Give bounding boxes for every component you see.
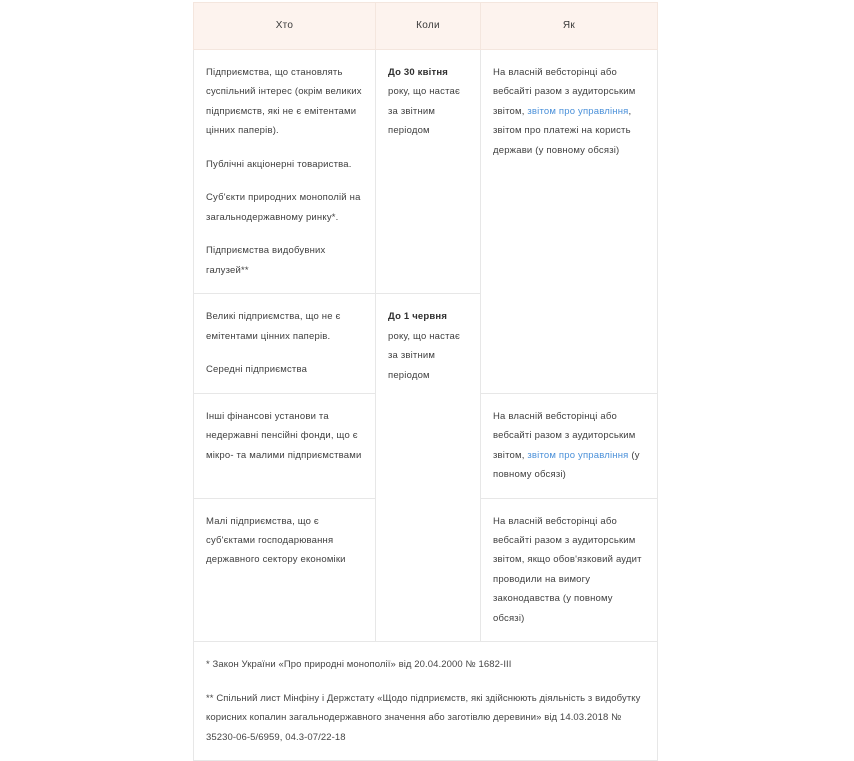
who-paragraph: Великі підприємства, що не є емітентами цінних паперів. bbox=[206, 311, 341, 342]
deadline-suffix: року, що настає за звітним періодом bbox=[388, 86, 461, 137]
cell-how-row1 bbox=[481, 50, 658, 394]
how-text: На власній вебсторінці або вебсайті разом з аудиторським звітом, якщо обов'язковий аудит проводили на вимогу законодавства (у повному обсязі) bbox=[493, 515, 642, 624]
who-paragraph: Підприємства видобувних галузей** bbox=[206, 245, 326, 276]
deadline-suffix: року, що настає за звітним періодом bbox=[388, 330, 461, 381]
management-report-link[interactable]: звітом про управління bbox=[527, 105, 629, 117]
management-report-link[interactable]: звітом про управління bbox=[527, 449, 629, 461]
column-header-when: Коли bbox=[376, 3, 481, 50]
cell-who-row3 bbox=[194, 393, 376, 498]
who-paragraph: Інші фінансові установи та недержавні пенсійні фонди, що є мікро- та малими підприємствами bbox=[206, 410, 362, 461]
deadline-text bbox=[388, 307, 467, 385]
how-suffix: , звітом про платежі на користь держави (у повному обсязі) bbox=[493, 105, 632, 156]
how-suffix: (у повному обсязі) bbox=[493, 449, 640, 481]
who-paragraph: Малі підприємства, що є суб'єктами господарювання державного сектору економіки bbox=[206, 515, 346, 566]
table-header-row bbox=[194, 3, 658, 50]
deadline-date: До 1 червня bbox=[388, 311, 448, 323]
table-header bbox=[194, 3, 658, 50]
who-paragraph: Публічні акціонерні товариства. bbox=[206, 158, 352, 170]
cell-who-row1 bbox=[194, 50, 376, 294]
cell-how-row3 bbox=[481, 393, 658, 498]
how-prefix: На власній вебсторінці або вебсайті разом з аудиторським звітом, bbox=[493, 410, 636, 461]
cell-who-row2 bbox=[194, 294, 376, 393]
who-paragraph: Середні підприємства bbox=[206, 364, 308, 376]
how-text bbox=[493, 407, 644, 485]
footnote-extractive-industries: ** Спільний лист Мінфіну і Держстату «Щодо підприємств, які здійснюють діяльність з видобутку корисних копалин загальнодержавного значення або заготівлю деревини» від 14.03.2018 № 35230-06-5/6959, 04.3-07/22-18 bbox=[206, 692, 641, 743]
who-paragraph: Суб'єкти природних монополій на загальнодержавному ринку*. bbox=[206, 192, 361, 223]
who-paragraph: Підприємства, що становлять суспільний інтерес (окрім великих підприємств, які не є емітентами цінних паперів). bbox=[206, 67, 362, 137]
deadline-date: До 30 квітня bbox=[388, 67, 448, 78]
footnote-natural-monopoly: * Закон України «Про природні монополії» від 20.04.2000 № 1682-III bbox=[206, 659, 512, 671]
how-prefix: На власній вебсторінці або вебсайті разом з аудиторським звітом, bbox=[493, 67, 636, 117]
how-text bbox=[493, 63, 644, 160]
reporting-requirements-table-container bbox=[193, 2, 657, 761]
deadline-text bbox=[388, 63, 467, 141]
table-row bbox=[194, 50, 658, 294]
table-body bbox=[194, 50, 658, 761]
footnotes-cell bbox=[194, 642, 658, 761]
cell-who-row4 bbox=[194, 498, 376, 642]
cell-when-row2 bbox=[376, 294, 481, 642]
cell-how-row4 bbox=[481, 498, 658, 642]
column-header-how: Як bbox=[481, 3, 658, 50]
table-footnotes-row bbox=[194, 642, 658, 761]
reporting-requirements-table bbox=[193, 2, 658, 761]
column-header-who: Хто bbox=[194, 3, 376, 50]
cell-when-row1 bbox=[376, 50, 481, 294]
